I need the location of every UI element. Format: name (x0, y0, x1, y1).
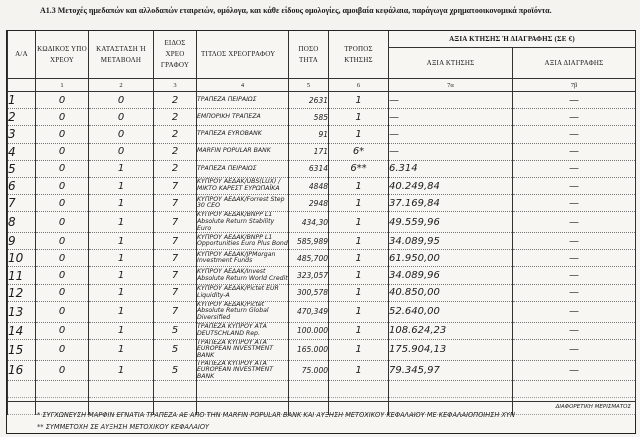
securities-table-sheet (6, 30, 636, 434)
code-cell: 0 (36, 143, 89, 160)
code-cell: 0 (36, 322, 89, 339)
row-number: 2 (8, 109, 36, 126)
kind-cell: 7 (154, 195, 197, 212)
quantity-cell: 434,30 (289, 212, 329, 233)
security-title-cell: ΤΡΑΠΕΖΑ ΠΕΙΡΑΙΩΣ (197, 92, 289, 109)
table-row (8, 212, 636, 233)
method-cell: 1 (329, 360, 389, 381)
kind-cell: 5 (154, 322, 197, 339)
security-title-cell: ΤΡΑΠΕΖΑ ΚΥΠΡΟΥ ΑΤΑ DEUTSCHLAND Rep. (197, 322, 289, 339)
table-row (8, 322, 636, 339)
col-number: 7α (389, 79, 513, 92)
col-number: 1 (36, 79, 89, 92)
security-title-cell: ΚΥΠΡΟΥ ΑΕΔΑΚ/BNPP L1 Absolute Return Stability Euro (197, 212, 289, 233)
security-title-cell: ΚΥΠΡΟΥ ΑΕΔΑΚ/Invest Absolute Return World Credit (197, 267, 289, 284)
kind-cell: 7 (154, 301, 197, 322)
quantity-cell: 75.000 (289, 360, 329, 381)
header-method: ΤΡΟΠΟΣ ΚΤΗΣΗΣ (329, 31, 389, 79)
footnote-2: ** ΣΥΜΜΕΤΟΧΗ ΣΕ ΑΥΞΗΣΗ ΜΕΤΟΧΙΚΟΥ ΚΕΦΑΛΑΙΟΥ (37, 423, 210, 431)
kind-cell: 2 (154, 126, 197, 143)
col-number: 3 (154, 79, 197, 92)
row-number: 16 (8, 360, 36, 381)
code-cell: 0 (36, 360, 89, 381)
kind-cell: 7 (154, 250, 197, 267)
header-value-group: ΑΞΙΑ ΚΤΗΣΗΣ Ή ΔΙΑΓΡΑΦΗΣ (ΣΕ €) (389, 31, 636, 48)
header-deletion-value: ΑΞΙΑ ΔΙΑΓΡΑΦΗΣ (513, 48, 636, 79)
acquisition-value-cell: 6.314 (389, 160, 513, 177)
status-cell: 1 (89, 322, 154, 339)
col-number: 4 (197, 79, 289, 92)
status-cell: 1 (89, 250, 154, 267)
quantity-cell: 470,349 (289, 301, 329, 322)
acquisition-value-cell: 52.640,00 (389, 301, 513, 322)
code-cell: 0 (36, 267, 89, 284)
table-row (8, 339, 636, 360)
quantity-cell: 485,700 (289, 250, 329, 267)
status-cell: 0 (89, 109, 154, 126)
deletion-value-cell: — (513, 160, 636, 177)
acquisition-value-cell: 40.850,00 (389, 284, 513, 301)
status-cell: 1 (89, 195, 154, 212)
method-cell: 1 (329, 322, 389, 339)
quantity-cell: 100.000 (289, 322, 329, 339)
header-code: ΚΩΔΙΚΟΣ ΥΠΟ ΧΡΕΟΥ (36, 31, 89, 79)
quantity-cell: 585 (289, 109, 329, 126)
empty-cell (289, 381, 329, 398)
acquisition-value-cell: 37.169,84 (389, 195, 513, 212)
method-cell: 1 (329, 109, 389, 126)
method-cell: 6** (329, 160, 389, 177)
row-number: 6 (8, 177, 36, 194)
kind-cell: 7 (154, 212, 197, 233)
table-row (8, 195, 636, 212)
security-title-cell: ΤΡΑΠΕΖΑ ΚΥΠΡΟΥ ΑΤΑ EUROPEAN INVESTMENT BANK (197, 360, 289, 381)
kind-cell: 7 (154, 267, 197, 284)
row-number: 5 (8, 160, 36, 177)
code-cell: 0 (36, 233, 89, 250)
header-security: ΤΙΤΛΟΣ ΧΡΕΟΓΡΑΦΟΥ (197, 31, 289, 79)
header-kind: ΕΙΔΟΣ ΧΡΕΟ ΓΡΑΦΟΥ (154, 31, 197, 79)
kind-cell: 7 (154, 177, 197, 194)
security-title-cell: MARFIN POPULAR BANK (197, 143, 289, 160)
method-cell: 1 (329, 92, 389, 109)
deletion-value-cell: — (513, 126, 636, 143)
empty-cell (389, 381, 513, 398)
status-cell: 1 (89, 284, 154, 301)
status-cell: 1 (89, 212, 154, 233)
security-title-cell: ΚΥΠΡΟΥ ΑΕΔΑΚ/UBS(LUX) / ΜΙΚΤΟ ΚΑΡΕΣΤ ΕΥΡΩΠΑΪΚΑ (197, 177, 289, 194)
security-title-cell: ΤΡΑΠΕΖΑ ΠΕΙΡΑΙΩΣ (197, 160, 289, 177)
col-number (8, 79, 36, 92)
acquisition-value-cell: — (389, 143, 513, 160)
side-note: ΔΙΑΦΟΡΕΤΙΚΗ ΜΕΡΙΣΜΑΤΟΣ (555, 404, 631, 410)
method-cell: 1 (329, 284, 389, 301)
security-title-cell: ΚΥΠΡΟΥ ΑΕΔΑΚ/Pictet Absolute Return Global Diversified (197, 301, 289, 322)
code-cell: 0 (36, 284, 89, 301)
acquisition-value-cell: 34.089,96 (389, 267, 513, 284)
acquisition-value-cell: 175.904,13 (389, 339, 513, 360)
method-cell: 1 (329, 212, 389, 233)
acquisition-value-cell: 40.249,84 (389, 177, 513, 194)
form-section-title: Α1.3 Μετοχές ημεδαπών και αλλοδαπών εταιρειών, ομόλογα, και κάθε είδους ομολογίες, αμοιβαία κεφάλαια, παράγωγα χρηματοοικονομικά προϊόντα. (40, 6, 552, 15)
securities-table (7, 31, 636, 415)
table-row (8, 250, 636, 267)
row-number: 14 (8, 322, 36, 339)
status-cell: 0 (89, 126, 154, 143)
table-body (8, 92, 636, 415)
deletion-value-cell: — (513, 143, 636, 160)
code-cell: 0 (36, 160, 89, 177)
deletion-value-cell: — (513, 212, 636, 233)
header-acquisition-value: ΑΞΙΑ ΚΤΗΣΗΣ (389, 48, 513, 79)
table-row (8, 284, 636, 301)
acquisition-value-cell: — (389, 109, 513, 126)
status-cell: 1 (89, 177, 154, 194)
deletion-value-cell: — (513, 177, 636, 194)
col-number: 5 (289, 79, 329, 92)
empty-cell (36, 381, 89, 398)
deletion-value-cell: — (513, 250, 636, 267)
status-cell: 0 (89, 143, 154, 160)
code-cell: 0 (36, 212, 89, 233)
code-cell: 0 (36, 126, 89, 143)
row-number: 9 (8, 233, 36, 250)
table-row (8, 126, 636, 143)
status-cell: 1 (89, 339, 154, 360)
method-cell: 1 (329, 301, 389, 322)
empty-row (8, 381, 636, 398)
quantity-cell: 4848 (289, 177, 329, 194)
deletion-value-cell: — (513, 360, 636, 381)
method-cell: 1 (329, 267, 389, 284)
table-row (8, 360, 636, 381)
col-number: 7β (513, 79, 636, 92)
acquisition-value-cell: 61.950,00 (389, 250, 513, 267)
table-row (8, 109, 636, 126)
empty-cell (8, 381, 36, 398)
quantity-cell: 165.000 (289, 339, 329, 360)
status-cell: 1 (89, 160, 154, 177)
empty-cell (329, 381, 389, 398)
empty-cell (513, 381, 636, 398)
deletion-value-cell: — (513, 92, 636, 109)
acquisition-value-cell: — (389, 126, 513, 143)
method-cell: 1 (329, 195, 389, 212)
kind-cell: 5 (154, 339, 197, 360)
row-number: 7 (8, 195, 36, 212)
acquisition-value-cell: 49.559,96 (389, 212, 513, 233)
quantity-cell: 2948 (289, 195, 329, 212)
row-number: 11 (8, 267, 36, 284)
kind-cell: 2 (154, 92, 197, 109)
footnote-1: * ΣΥΓΧΩΝΕΥΣΗ ΜΑΡΦΙΝ ΕΓΝΑΤΙΑ ΤΡΑΠΕΖΑ ΑΕ ΑΠΟ ΤΗΝ MARFIN POPULAR BANK ΚΑΙ ΑΥΞΗΣΗ ΜΕΤΟΧΙΚΟΥ ΚΕΦΑΛΑΙΟΥ ΜΕ ΚΕΦΑΛΑΙΟΠΟΙΗΣΗ ΧΥΝ (37, 411, 515, 419)
kind-cell: 2 (154, 109, 197, 126)
method-cell: 1 (329, 177, 389, 194)
code-cell: 0 (36, 109, 89, 126)
method-cell: 1 (329, 250, 389, 267)
quantity-cell: 585,989 (289, 233, 329, 250)
kind-cell: 5 (154, 360, 197, 381)
deletion-value-cell: — (513, 233, 636, 250)
acquisition-value-cell: 34.089,95 (389, 233, 513, 250)
empty-cell (89, 381, 154, 398)
header-status: ΚΑΤΑΣΤΑΣΗ Ή ΜΕΤΑΒΟΛΗ (89, 31, 154, 79)
table-row (8, 301, 636, 322)
empty-cell (154, 381, 197, 398)
security-title-cell: ΚΥΠΡΟΥ ΑΕΔΑΚ/Pictet EUR Liquidity-A (197, 284, 289, 301)
table-row (8, 177, 636, 194)
method-cell: 6* (329, 143, 389, 160)
code-cell: 0 (36, 195, 89, 212)
row-number: 13 (8, 301, 36, 322)
row-number: 4 (8, 143, 36, 160)
table-row (8, 233, 636, 250)
status-cell: 1 (89, 233, 154, 250)
row-number: 1 (8, 92, 36, 109)
status-cell: 1 (89, 267, 154, 284)
deletion-value-cell: — (513, 267, 636, 284)
quantity-cell: 6314 (289, 160, 329, 177)
row-number: 12 (8, 284, 36, 301)
security-title-cell: ΤΡΑΠΕΖΑ EYROBANK (197, 126, 289, 143)
header-aa: Α/Α (8, 31, 36, 79)
deletion-value-cell: — (513, 284, 636, 301)
quantity-cell: 323,057 (289, 267, 329, 284)
status-cell: 1 (89, 301, 154, 322)
header-quantity: ΠΟΣΟ ΤΗΤΑ (289, 31, 329, 79)
kind-cell: 7 (154, 284, 197, 301)
quantity-cell: 300,578 (289, 284, 329, 301)
table-row (8, 143, 636, 160)
table-row (8, 92, 636, 109)
col-number: 6 (329, 79, 389, 92)
deletion-value-cell: — (513, 109, 636, 126)
deletion-value-cell: — (513, 322, 636, 339)
deletion-value-cell: — (513, 339, 636, 360)
acquisition-value-cell: 108.624,23 (389, 322, 513, 339)
acquisition-value-cell: 79.345,97 (389, 360, 513, 381)
code-cell: 0 (36, 250, 89, 267)
quantity-cell: 2631 (289, 92, 329, 109)
row-number: 8 (8, 212, 36, 233)
quantity-cell: 171 (289, 143, 329, 160)
quantity-cell: 91 (289, 126, 329, 143)
code-cell: 0 (36, 92, 89, 109)
security-title-cell: ΚΥΠΡΟΥ ΑΕΔΑΚ/BNPP L1 Opportunities Euro Plus Bond (197, 233, 289, 250)
code-cell: 0 (36, 339, 89, 360)
deletion-value-cell: — (513, 301, 636, 322)
kind-cell: 2 (154, 160, 197, 177)
kind-cell: 2 (154, 143, 197, 160)
method-cell: 1 (329, 233, 389, 250)
empty-cell (197, 381, 289, 398)
col-number: 2 (89, 79, 154, 92)
security-title-cell: ΚΥΠΡΟΥ ΑΕΔΑΚ/JPMorgan Investment Funds (197, 250, 289, 267)
security-title-cell: ΕΜΠΟΡΙΚΗ ΤΡΑΠΕΖΑ (197, 109, 289, 126)
status-cell: 1 (89, 360, 154, 381)
security-title-cell: ΚΥΠΡΟΥ ΑΕΔΑΚ/Forrest Step 30 CEO (197, 195, 289, 212)
security-title-cell: ΤΡΑΠΕΖΑ ΚΥΠΡΟΥ ΑΤΑ EUROPEAN INVESTMENT BANK (197, 339, 289, 360)
method-cell: 1 (329, 126, 389, 143)
kind-cell: 7 (154, 233, 197, 250)
row-number: 15 (8, 339, 36, 360)
method-cell: 1 (329, 339, 389, 360)
code-cell: 0 (36, 301, 89, 322)
status-cell: 0 (89, 92, 154, 109)
footnotes (7, 401, 635, 434)
table-row (8, 160, 636, 177)
code-cell: 0 (36, 177, 89, 194)
row-number: 3 (8, 126, 36, 143)
deletion-value-cell: — (513, 195, 636, 212)
acquisition-value-cell: — (389, 92, 513, 109)
table-row (8, 267, 636, 284)
row-number: 10 (8, 250, 36, 267)
